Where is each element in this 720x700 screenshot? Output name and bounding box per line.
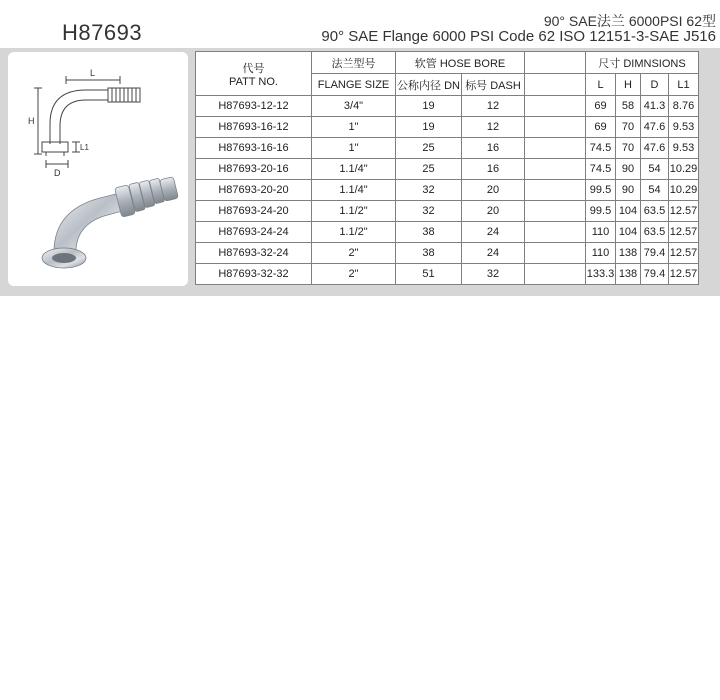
cell-dn: 38 (396, 222, 462, 243)
cell-D: 47.6 (641, 117, 669, 138)
cell-L1: 10.29 (669, 180, 699, 201)
cell-dn: 38 (396, 243, 462, 264)
cell-flange: 1" (312, 138, 396, 159)
spec-table (195, 51, 699, 285)
cell-D: 63.5 (641, 222, 669, 243)
dim-label-H: H (28, 116, 35, 126)
cell-blank (525, 96, 586, 117)
cell-patt: H87693-16-12 (196, 117, 312, 138)
cell-dn: 25 (396, 138, 462, 159)
cell-dash: 16 (462, 138, 525, 159)
fitting-photo (42, 177, 178, 268)
cell-L: 69 (586, 96, 616, 117)
header-col-L: L (586, 74, 616, 96)
cell-H: 138 (616, 243, 641, 264)
cell-blank (525, 159, 586, 180)
cell-L1: 12.57 (669, 264, 699, 285)
cell-patt: H87693-24-20 (196, 201, 312, 222)
table-row (196, 117, 699, 138)
header-dash: 标号 DASH (462, 74, 525, 96)
technical-drawing (34, 76, 140, 168)
cell-D: 47.6 (641, 138, 669, 159)
cell-H: 58 (616, 96, 641, 117)
header-patt-en: PATT NO. (229, 75, 278, 88)
cell-flange: 1" (312, 117, 396, 138)
title-cn: 90° SAE法兰 6000PSI 62型 (543, 13, 716, 29)
product-code: H87693 (62, 20, 143, 45)
cell-blank (525, 264, 586, 285)
table-row (196, 243, 699, 264)
header-dn: 公称内径 DN (396, 74, 462, 96)
cell-L1: 8.76 (669, 96, 699, 117)
header-patt-cn: 代号 (242, 62, 265, 75)
cell-L1: 12.57 (669, 243, 699, 264)
cell-dash: 12 (462, 117, 525, 138)
cell-L: 69 (586, 117, 616, 138)
cell-D: 54 (641, 159, 669, 180)
table-row (196, 96, 699, 117)
cell-flange: 1.1/2" (312, 201, 396, 222)
dim-label-D: D (54, 168, 61, 178)
cell-flange: 1.1/4" (312, 180, 396, 201)
header-row-1 (196, 52, 699, 74)
cell-blank (525, 222, 586, 243)
cell-flange: 2" (312, 264, 396, 285)
cell-D: 63.5 (641, 201, 669, 222)
cell-H: 104 (616, 222, 641, 243)
cell-D: 79.4 (641, 243, 669, 264)
cell-H: 70 (616, 117, 641, 138)
cell-dn: 25 (396, 159, 462, 180)
table-row (196, 201, 699, 222)
header-flange-cn: 法兰型号 (312, 52, 396, 74)
cell-H: 138 (616, 264, 641, 285)
cell-H: 90 (616, 159, 641, 180)
cell-flange: 2" (312, 243, 396, 264)
cell-blank (525, 138, 586, 159)
cell-patt: H87693-32-24 (196, 243, 312, 264)
cell-patt: H87693-16-16 (196, 138, 312, 159)
cell-dash: 12 (462, 96, 525, 117)
cell-D: 54 (641, 180, 669, 201)
header-col-H: H (616, 74, 641, 96)
table-row (196, 159, 699, 180)
cell-blank (525, 180, 586, 201)
cell-L1: 12.57 (669, 201, 699, 222)
cell-flange: 1.1/4" (312, 159, 396, 180)
cell-patt: H87693-20-16 (196, 159, 312, 180)
cell-flange: 3/4" (312, 96, 396, 117)
cell-L1: 10.29 (669, 159, 699, 180)
cell-L1: 12.57 (669, 222, 699, 243)
cell-dash: 16 (462, 159, 525, 180)
header-hose-bore: 软管 HOSE BORE (396, 52, 525, 74)
cell-dn: 32 (396, 180, 462, 201)
header-patt (196, 52, 312, 96)
cell-dn: 32 (396, 201, 462, 222)
cell-dn: 51 (396, 264, 462, 285)
cell-H: 90 (616, 180, 641, 201)
table-row (196, 222, 699, 243)
cell-dash: 20 (462, 201, 525, 222)
cell-L: 133.3 (586, 264, 616, 285)
cell-blank (525, 201, 586, 222)
cell-patt: H87693-32-32 (196, 264, 312, 285)
cell-blank (525, 117, 586, 138)
image-panel (8, 52, 188, 286)
cell-dash: 24 (462, 222, 525, 243)
cell-L: 110 (586, 243, 616, 264)
title-en: 90° SAE Flange 6000 PSI Code 62 ISO 12151-3-SAE J516 (321, 28, 716, 45)
cell-L1: 9.53 (669, 117, 699, 138)
header-col-L1: L1 (669, 74, 699, 96)
table-row (196, 180, 699, 201)
table-row (196, 264, 699, 285)
header-col-D: D (641, 74, 669, 96)
cell-H: 70 (616, 138, 641, 159)
cell-L: 99.5 (586, 201, 616, 222)
header-blank (525, 52, 586, 74)
cell-flange: 1.1/2" (312, 222, 396, 243)
header-blank-2 (525, 74, 586, 96)
header-dimensions: 尺寸 DIMNSIONS (586, 52, 699, 74)
fitting-drawing (8, 52, 188, 286)
dim-label-L: L (90, 68, 96, 78)
header-flange-en: FLANGE SIZE (312, 74, 396, 96)
cell-L: 99.5 (586, 180, 616, 201)
cell-L: 110 (586, 222, 616, 243)
cell-D: 79.4 (641, 264, 669, 285)
cell-L: 74.5 (586, 138, 616, 159)
cell-patt: H87693-12-12 (196, 96, 312, 117)
cell-H: 104 (616, 201, 641, 222)
cell-dash: 24 (462, 243, 525, 264)
cell-D: 41.3 (641, 96, 669, 117)
cell-dash: 32 (462, 264, 525, 285)
cell-L1: 9.53 (669, 138, 699, 159)
cell-patt: H87693-20-20 (196, 180, 312, 201)
dim-label-L1: L1 (80, 143, 89, 152)
cell-dn: 19 (396, 96, 462, 117)
cell-dn: 19 (396, 117, 462, 138)
cell-blank (525, 243, 586, 264)
cell-dash: 20 (462, 180, 525, 201)
cell-L: 74.5 (586, 159, 616, 180)
cell-patt: H87693-24-24 (196, 222, 312, 243)
table-row (196, 138, 699, 159)
